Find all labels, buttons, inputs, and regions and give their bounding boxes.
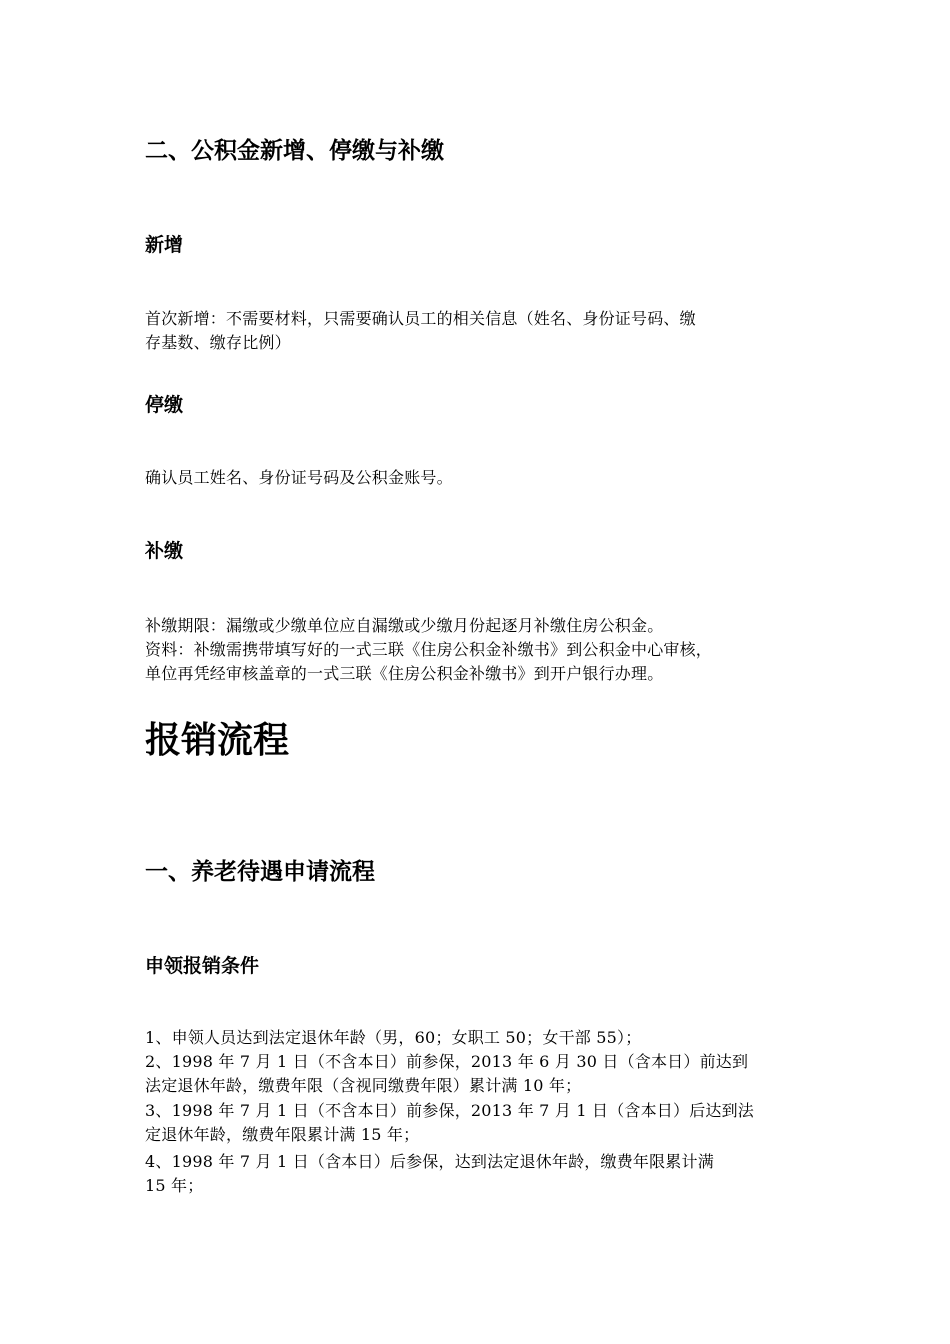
section-heading-pension: 一、养老待遇申请流程 [145,859,375,885]
paragraph-line: 资料：补缴需携带填写好的一式三联《住房公积金补缴书》到公积金中心审核， [145,640,713,659]
subheading-conditions: 申领报销条件 [145,955,260,977]
paragraph-line: 确认员工姓名、身份证号码及公积金账号。 [145,468,453,487]
paragraph-line: 单位再凭经审核盖章的一式三联《住房公积金补缴书》到开户银行办理。 [145,664,664,683]
subheading-stop: 停缴 [145,394,184,416]
paragraph-line: 2、1998 年 7 月 1 日（不含本日）前参保，2013 年 6 月 30 日（含本日）前达到 [145,1052,749,1071]
paragraph-line: 存基数、缴存比例） [145,333,291,352]
paragraph-line: 定退休年龄，缴费年限累计满 15 年； [145,1125,420,1144]
paragraph-line: 1、申领人员达到法定退休年龄（男，60；女职工 50；女干部 55）； [145,1028,642,1047]
paragraph-line: 补缴期限：漏缴或少缴单位应自漏缴或少缴月份起逐月补缴住房公积金。 [145,616,664,635]
subheading-new: 新增 [145,234,184,256]
paragraph-line: 4、1998 年 7 月 1 日（含本日）后参保，达到法定退休年龄，缴费年限累计满 [145,1152,714,1171]
subheading-supplement: 补缴 [145,540,184,562]
paragraph-line: 15 年； [145,1176,204,1195]
paragraph-line: 3、1998 年 7 月 1 日（不含本日）前参保，2013 年 7 月 1 日（含本日）后达到法 [145,1101,754,1120]
section-heading-provident-fund: 二、公积金新增、停缴与补缴 [145,138,444,164]
paragraph-line: 法定退休年龄，缴费年限（含视同缴费年限）累计满 10 年； [145,1076,582,1095]
paragraph-line: 首次新增：不需要材料，只需要确认员工的相关信息（姓名、身份证号码、缴 [145,309,696,328]
chapter-title-reimbursement: 报销流程 [145,719,290,761]
